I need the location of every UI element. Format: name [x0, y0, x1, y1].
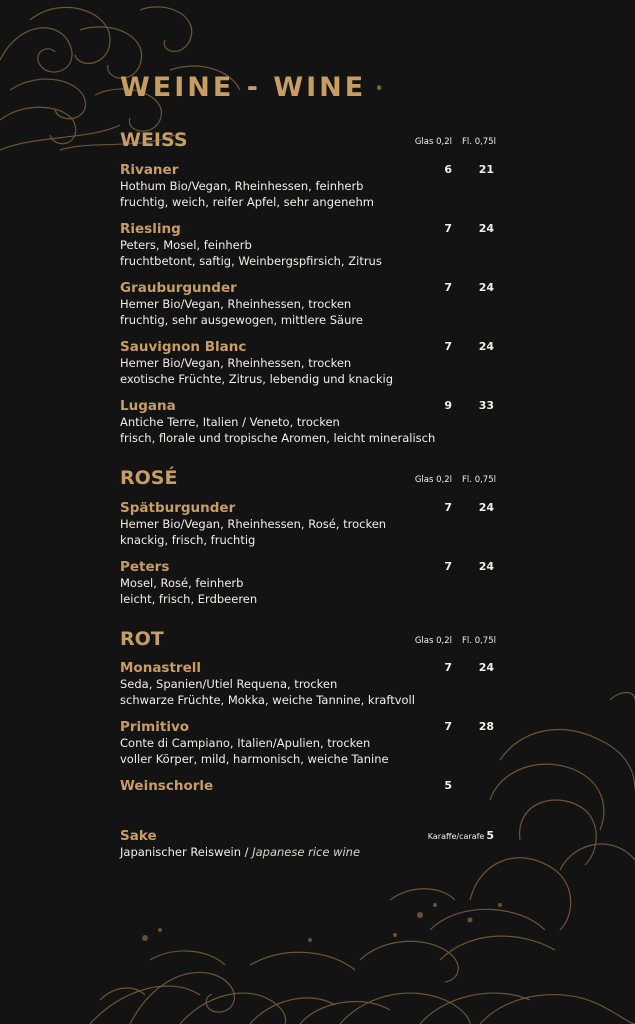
price-glass: 5: [444, 779, 452, 792]
menu-item-rivaner: [120, 162, 496, 210]
column-label-flasche: Fl. 0,75l: [462, 137, 496, 147]
price-glass: 7: [444, 501, 452, 514]
price-glass: 7: [444, 281, 452, 294]
item-name: Lugana: [120, 398, 176, 414]
column-label-glas: Glas 0,2l: [414, 636, 452, 646]
price-glass: 7: [444, 222, 452, 235]
column-label-flasche: Fl. 0,75l: [462, 636, 496, 646]
price-glass: 7: [444, 340, 452, 353]
section-title: WEISS: [120, 129, 188, 151]
price-bottle: 33: [478, 399, 494, 412]
price-bottle: 24: [478, 501, 494, 514]
menu-item-monastrell: [120, 660, 496, 708]
menu-item-spaetburgunder: [120, 500, 496, 548]
menu-item-peters-rose: [120, 559, 496, 607]
item-tasting-notes: fruchtig, sehr ausgewogen, mittlere Säure: [120, 313, 363, 327]
section-rot: [120, 628, 496, 654]
item-description: [120, 844, 496, 860]
registered-mark: ®: [376, 85, 383, 92]
price-bottle: 24: [478, 222, 494, 235]
price-bottle: 24: [478, 560, 494, 573]
price-glass: 7: [444, 661, 452, 674]
item-name: Monastrell: [120, 660, 201, 676]
item-origin: Hemer Bio/Vegan, Rheinhessen, trocken: [120, 297, 352, 311]
item-name: Spätburgunder: [120, 500, 236, 516]
price-carafe: 5: [486, 829, 494, 842]
price-bottle: 24: [478, 661, 494, 674]
item-name: Weinschorle: [120, 778, 214, 794]
item-tasting-notes: exotische Früchte, Zitrus, lebendig und knackig: [120, 372, 393, 386]
price-bottle: 21: [478, 163, 494, 176]
section-title: ROT: [120, 628, 164, 650]
item-name: Sauvignon Blanc: [120, 339, 247, 355]
section-title: ROSÉ: [120, 467, 178, 489]
column-label-flasche: Fl. 0,75l: [462, 475, 496, 485]
menu-item-weinschorle: [120, 778, 496, 794]
menu-item-grauburgunder: [120, 280, 496, 328]
menu-item-lugana: [120, 398, 496, 446]
menu-item-sauvignon-blanc: [120, 339, 496, 387]
item-tasting-notes: voller Körper, mild, harmonisch, weiche Tanine: [120, 752, 389, 766]
price-bottle: 24: [478, 340, 494, 353]
menu-item-sake: [120, 828, 496, 860]
item-tasting-notes: knackig, frisch, fruchtig: [120, 533, 256, 547]
description-german: Japanischer Reiswein /: [120, 845, 253, 859]
price-glass: 7: [444, 720, 452, 733]
price-label-carafe: Karaffe/carafe: [427, 832, 485, 841]
item-origin: Hemer Bio/Vegan, Rheinhessen, Rosé, trocken: [120, 517, 387, 531]
item-tasting-notes: fruchtig, weich, reifer Apfel, sehr angenehm: [120, 195, 374, 209]
item-origin: Peters, Mosel, feinherb: [120, 238, 252, 252]
price-glass: 9: [444, 399, 452, 412]
price-bottle: 28: [478, 720, 494, 733]
item-origin: Conte di Campiano, Italien/Apulien, trocken: [120, 736, 371, 750]
item-name: Sake: [120, 828, 157, 844]
item-tasting-notes: frisch, florale und tropische Aromen, leicht mineralisch: [120, 431, 436, 445]
item-origin: Hemer Bio/Vegan, Rheinhessen, trocken: [120, 356, 352, 370]
item-name: Grauburgunder: [120, 280, 237, 296]
item-name: Peters: [120, 559, 170, 575]
item-tasting-notes: leicht, frisch, Erdbeeren: [120, 592, 258, 606]
item-name: Riesling: [120, 221, 181, 237]
item-tasting-notes: schwarze Früchte, Mokka, weiche Tannine, kraftvoll: [120, 693, 415, 707]
sake-price: [428, 828, 494, 845]
column-label-glas: Glas 0,2l: [414, 137, 452, 147]
section-rose: [120, 467, 496, 493]
page-title: WEINE - WINE ®: [120, 72, 383, 103]
column-label-glas: Glas 0,2l: [414, 475, 452, 485]
section-weiss: [120, 129, 496, 155]
menu-item-primitivo: [120, 719, 496, 767]
menu-item-riesling: [120, 221, 496, 269]
price-glass: 7: [444, 560, 452, 573]
price-glass: 6: [444, 163, 452, 176]
item-name: Primitivo: [120, 719, 190, 735]
item-origin: Hothum Bio/Vegan, Rheinhessen, feinherb: [120, 179, 364, 193]
price-bottle: 24: [478, 281, 494, 294]
item-origin: Antiche Terre, Italien / Veneto, trocken: [120, 415, 340, 429]
item-tasting-notes: fruchtbetont, saftig, Weinbergspfirsich, Zitrus: [120, 254, 382, 268]
item-origin: Mosel, Rosé, feinherb: [120, 576, 244, 590]
item-name: Rivaner: [120, 162, 179, 178]
description-english: Japanese rice wine: [252, 845, 361, 859]
item-origin: Seda, Spanien/Utiel Requena, trocken: [120, 677, 338, 691]
